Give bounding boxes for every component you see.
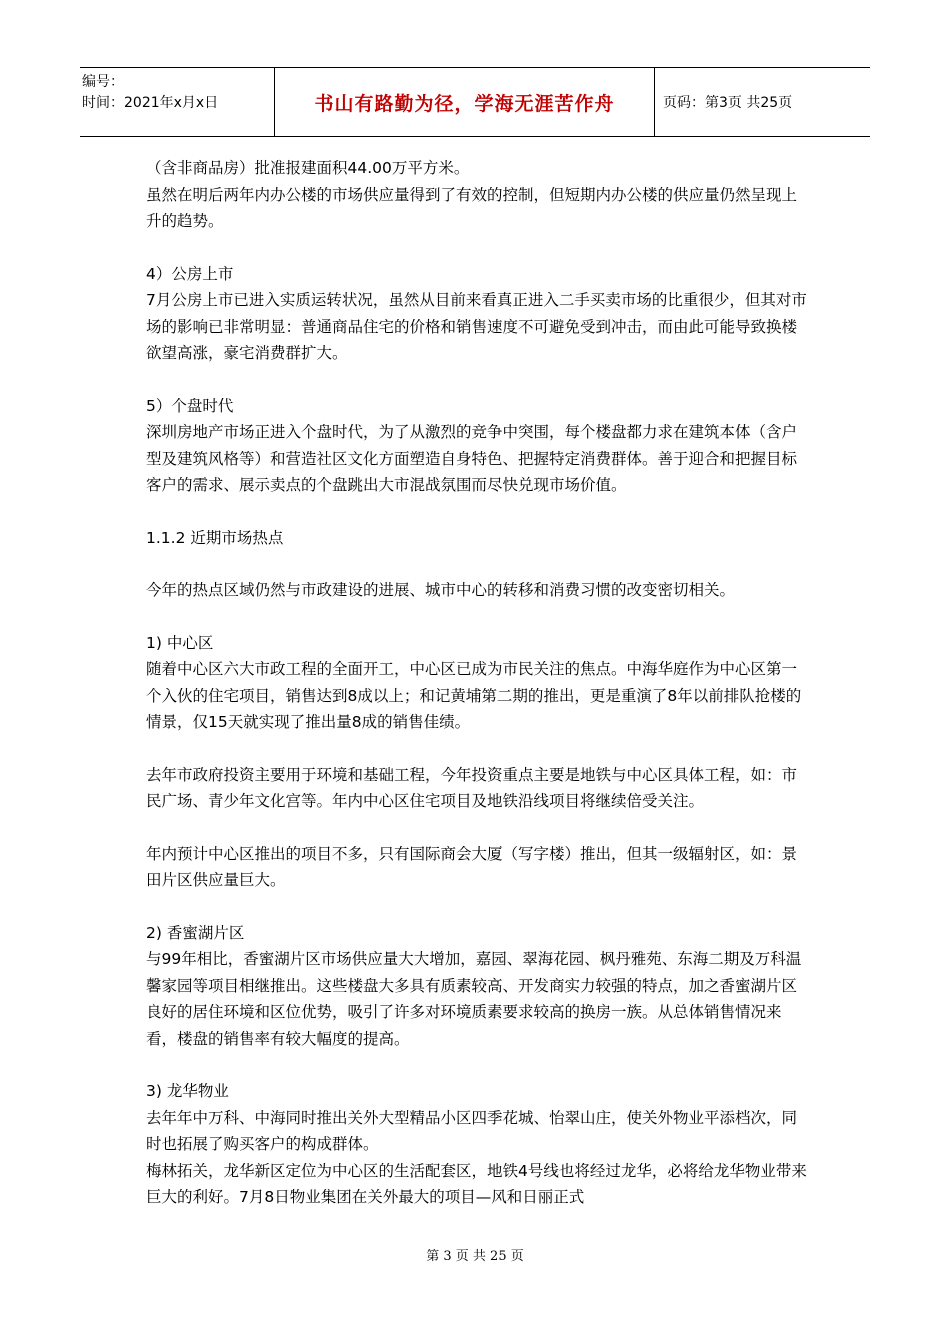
paragraph-gap <box>146 235 808 261</box>
paragraph: 1) 中心区 <box>146 633 214 652</box>
paragraph: 年内预计中心区推出的项目不多，只有国际商会大厦（写字楼）推出，但其一级辐射区，如：景田片区供应量巨大。 <box>146 844 798 889</box>
paragraph: 梅林拓关，龙华新区定位为中心区的生活配套区，地铁4号线也将经过龙华，必将给龙华物业带来巨大的利好。7月8日物业集团在关外最大的项目—风和日丽正式 <box>146 1161 807 1206</box>
paragraph: 随着中心区六大市政工程的全面开工，中心区已成为市民关注的焦点。中海华庭作为中心区第一个入伙的住宅项目，销售达到8成以上；和记黄埔第二期的推出，更是重演了8年以前排队抢楼的情景，仅15天就实现了推出量8成的销售佳绩。 <box>146 660 802 731</box>
paragraph: 深圳房地产市场正进入个盘时代，为了从激烈的竞争中突围，每个楼盘都力求在建筑本体（含户型及建筑风格等）和营造社区文化方面塑造自身特色、把握特定消费群体。善于迎合和把握目标客户的需求、展示卖点的个盘跳出大市混战氛围而尽快兑现市场价值。 <box>146 423 798 494</box>
paragraph: 今年的热点区域仍然与市政建设的进展、城市中心的转移和消费习惯的改变密切相关。 <box>146 581 736 599</box>
paragraph-gap <box>146 551 808 577</box>
paragraph-gap <box>146 367 808 393</box>
paragraph: 3) 龙华物业 <box>146 1082 229 1100</box>
paragraph: 7月公房上市已进入实质运转状况，虽然从目前来看真正进入二手买卖市场的比重很少，但其对市场的影响已非常明显：普通商品住宅的价格和销售速度不可避免受到冲击，而由此可能导致换楼欲望高涨，豪宅消费群扩大。 <box>146 291 807 362</box>
paragraph-gap <box>146 894 808 920</box>
paragraph: 虽然在明后两年内办公楼的市场供应量得到了有效的控制，但短期内办公楼的供应量仍然呈现上升的趋势。 <box>146 185 798 230</box>
document-number-label: 编号： <box>82 74 124 90</box>
paragraph: （含非商品房）批准报建面积44.00万平方米。 <box>146 159 470 177</box>
document-date: 时间：2021年x月x日 <box>82 95 219 111</box>
paragraph: 去年年中万科、中海同时推出关外大型精品小区四季花城、怡翠山庄，使关外物业平添档次，同时也拓展了购买客户的构成群体。 <box>146 1108 798 1153</box>
paragraph: 2) 香蜜湖片区 <box>146 923 245 942</box>
paragraph-gap <box>146 604 808 630</box>
paragraph: 去年市政府投资主要用于环境和基础工程，今年投资重点主要是地铁与中心区具体工程，如：市民广场、青少年文化宫等。年内中心区住宅项目及地铁沿线项目将继续倍受关注。 <box>146 765 798 810</box>
header-page-info: 页码：第3页 共25页 <box>663 95 793 111</box>
paragraph-gap <box>146 815 808 841</box>
paragraph-gap <box>146 736 808 762</box>
paragraph: 5）个盘时代 <box>146 396 234 415</box>
paragraph: 4）公房上市 <box>146 264 234 283</box>
paragraph: 1.1.2 近期市场热点 <box>146 528 284 547</box>
header-meta <box>80 68 275 136</box>
paragraph-gap <box>146 1052 808 1078</box>
header-motto-cell <box>275 68 655 136</box>
header-motto: 书山有路勤为径，学海无涯苦作舟 <box>314 92 615 115</box>
document-body <box>146 155 808 1211</box>
page-footer: 第 3 页 共 25 页 <box>426 1249 524 1264</box>
page-header <box>80 67 870 137</box>
paragraph: 与99年相比，香蜜湖片区市场供应量大大增加，嘉园、翠海花园、枫丹雅苑、东海二期及万科温馨家园等项目相继推出。这些楼盘大多具有质素较高、开发商实力较强的特点，加之香蜜湖片区良好的居住环境和区位优势，吸引了许多对环境质素要求较高的换房一族。从总体销售情况来看，楼盘的销售率有较大幅度的提高。 <box>146 950 802 1048</box>
paragraph-gap <box>146 499 808 525</box>
